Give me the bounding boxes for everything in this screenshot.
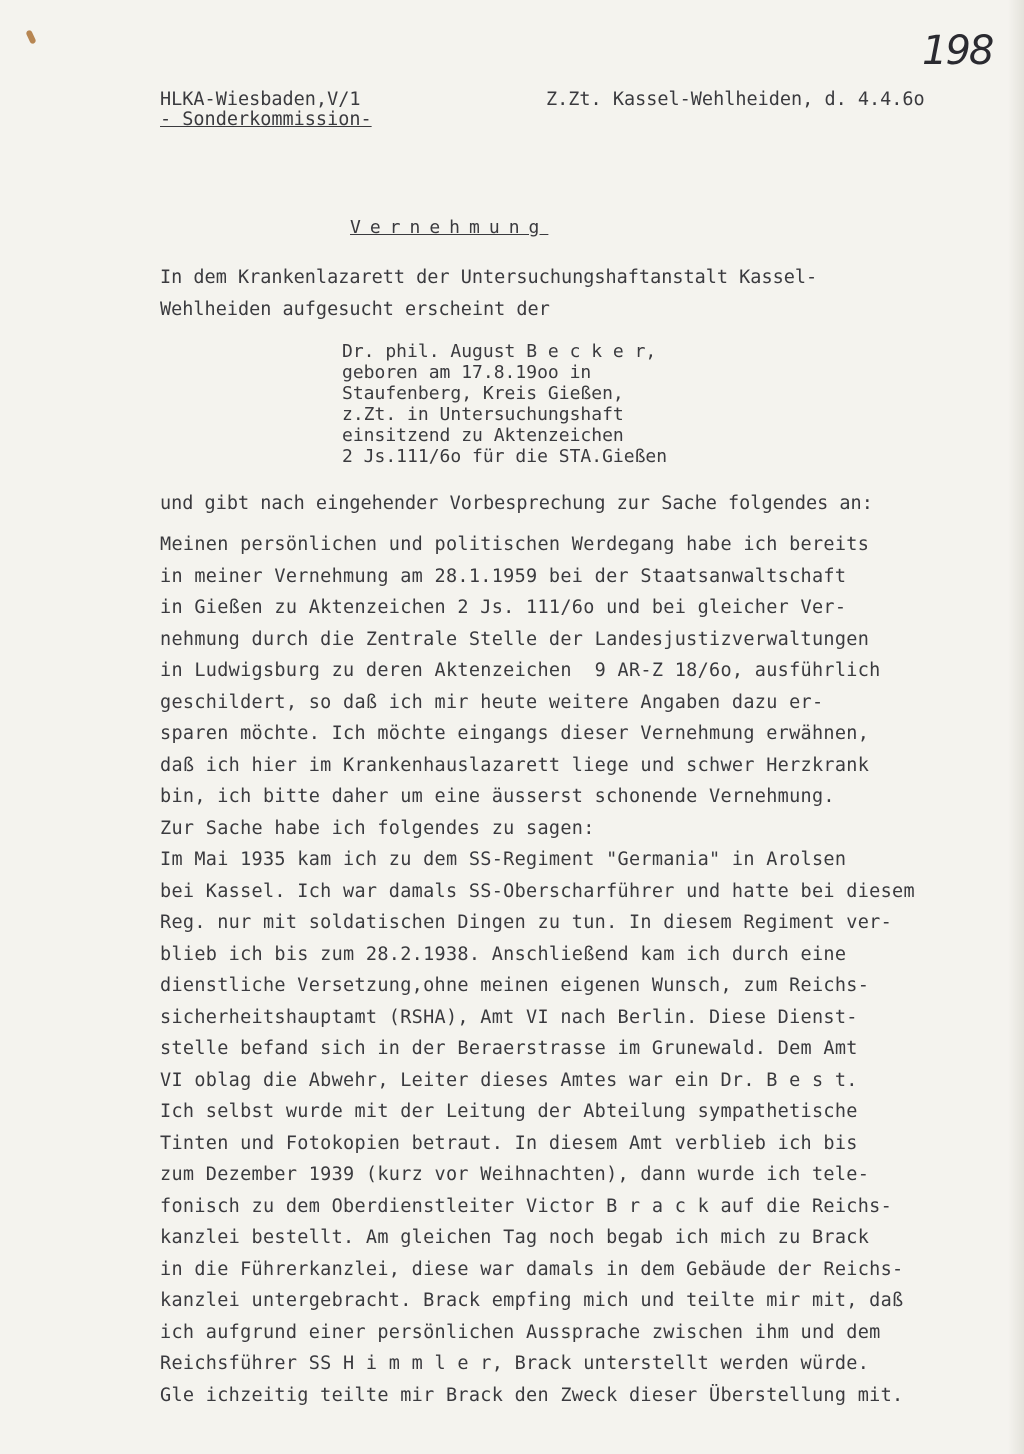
body-line: Reg. nur mit soldatischen Dingen zu tun. In diesem Regiment ver-	[160, 912, 893, 933]
person-line: einsitzend zu Aktenzeichen	[342, 425, 624, 446]
body-line: daß ich hier im Krankenhauslazarett liege und schwer Herzkrank	[160, 755, 870, 776]
body-line: VI oblag die Abwehr, Leiter dieses Amtes war ein Dr. B e s t.	[160, 1070, 858, 1091]
person-line: geboren am 17.8.19oo in	[342, 362, 592, 383]
body-line: stelle befand sich in der Beraerstrasse im Grunewald. Dem Amt	[160, 1038, 858, 1059]
body-line: zum Dezember 1939 (kurz vor Weihnachten), dann wurde ich tele-	[160, 1164, 870, 1185]
header-unit: - Sonderkommission-	[160, 109, 372, 130]
document-title: Vernehmung	[350, 217, 549, 238]
body-line: Ich selbst wurde mit der Leitung der Abteilung sympathetische	[160, 1101, 858, 1122]
body-line: fonisch zu dem Oberdienstleiter Victor B r a c k auf die Reichs-	[160, 1196, 893, 1217]
person-line: Staufenberg, Kreis Gießen,	[342, 383, 624, 404]
body-line: in Gießen zu Aktenzeichen 2 Js. 111/6o und bei gleicher Ver-	[160, 597, 847, 618]
body-line: in Ludwigsburg zu deren Aktenzeichen 9 AR-Z 18/6o, ausführlich	[160, 660, 881, 681]
body-line: dienstliche Versetzung,ohne meinen eigenen Wunsch, zum Reichs-	[160, 975, 870, 996]
body-line: blieb ich bis zum 28.2.1938. Anschließend kam ich durch eine	[160, 944, 847, 965]
body-line: sicherheitshauptamt (RSHA), Amt VI nach Berlin. Diese Dienst-	[160, 1007, 858, 1028]
body-line: Tinten und Fotokopien betraut. In diesem Amt verblieb ich bis	[160, 1133, 858, 1154]
statement-lead: und gibt nach eingehender Vorbesprechung zur Sache folgendes an:	[160, 493, 873, 514]
body-line: Im Mai 1935 kam ich zu dem SS-Regiment "Germania" in Arolsen	[160, 849, 847, 870]
body-line: in die Führerkanzlei, diese war damals in dem Gebäude der Reichs-	[160, 1259, 904, 1280]
person-line: 2 Js.111/6o für die STA.Gießen	[342, 446, 668, 467]
intro-line: In dem Krankenlazarett der Untersuchungshaftanstalt Kassel-	[160, 267, 818, 288]
body-line: ich aufgrund einer persönlichen Aussprache zwischen ihm und dem	[160, 1322, 881, 1343]
body-line: in meiner Vernehmung am 28.1.1959 bei der Staatsanwaltschaft	[160, 566, 847, 587]
handwritten-page-number: 198	[922, 28, 993, 74]
person-line: z.Zt. in Untersuchungshaft	[342, 404, 624, 425]
body-line: Zur Sache habe ich folgendes zu sagen:	[160, 818, 595, 839]
body-line: Reichsführer SS H i m m l e r, Brack unterstellt werden würde.	[160, 1353, 870, 1374]
body-line: bei Kassel. Ich war damals SS-Oberscharführer und hatte bei diesem	[160, 881, 915, 902]
body-line: bin, ich bitte daher um eine äusserst schonende Vernehmung.	[160, 786, 835, 807]
body-line: kanzlei bestellt. Am gleichen Tag noch begab ich mich zu Brack	[160, 1227, 870, 1248]
body-line: nehmung durch die Zentrale Stelle der Landesjustizverwaltungen	[160, 629, 870, 650]
body-line: sparen möchte. Ich möchte eingangs dieser Vernehmung erwähnen,	[160, 723, 870, 744]
ink-smudge	[25, 29, 36, 44]
header-office: HLKA-Wiesbaden,V/1	[160, 89, 361, 110]
person-line: Dr. phil. August B e c k e r,	[342, 341, 657, 362]
paper-edge-shadow	[1008, 0, 1024, 1454]
body-line: geschildert, so daß ich mir heute weitere Angaben dazu er-	[160, 692, 824, 713]
header-place-date: Z.Zt. Kassel-Wehlheiden, d. 4.4.6o	[546, 89, 925, 110]
intro-line: Wehlheiden aufgesucht erscheint der	[160, 299, 550, 320]
body-line: kanzlei untergebracht. Brack empfing mich und teilte mir mit, daß	[160, 1290, 904, 1311]
body-line: Meinen persönlichen und politischen Werdegang habe ich bereits	[160, 534, 870, 555]
body-line: Gle ichzeitig teilte mir Brack den Zweck dieser Überstellung mit.	[160, 1385, 904, 1406]
